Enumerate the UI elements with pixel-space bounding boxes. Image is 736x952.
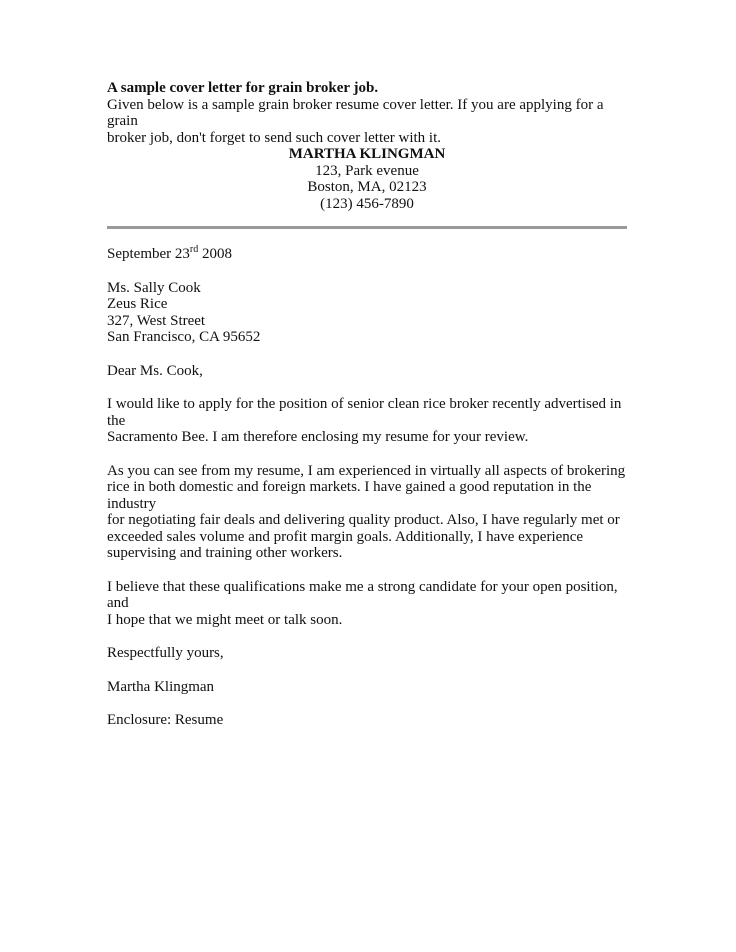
intro-line: broker job, don't forget to send such cover letter with it. <box>107 129 442 146</box>
enclosure-note: Enclosure: Resume <box>107 712 224 728</box>
date-suffix: rd <box>189 244 199 255</box>
body-paragraph-3 <box>107 579 627 629</box>
recipient-street: 327, West Street <box>107 312 206 329</box>
document-page <box>107 80 627 729</box>
sender-name: MARTHA KLINGMAN <box>288 146 446 162</box>
paragraph-line: supervising and training other workers. <box>107 545 343 561</box>
intro-paragraph <box>107 97 627 147</box>
letterhead <box>107 146 627 212</box>
paragraph-line: I would like to apply for the position of senior clean rice broker recently advertised in the <box>107 396 622 429</box>
recipient-company: Zeus Rice <box>107 296 168 312</box>
letter-date <box>107 246 627 263</box>
sender-phone: (123) 456-7890 <box>320 195 414 212</box>
paragraph-line: exceeded sales volume and profit margin goals. Additionally, I have experience <box>107 528 584 545</box>
closing: Respectfully yours, <box>107 645 224 661</box>
paragraph-line: I believe that these qualifications make me a strong candidate for your open position, and <box>107 578 618 611</box>
paragraph-line: Sacramento Bee. I am therefore enclosing my resume for your review. <box>107 429 529 445</box>
date-year: 2008 <box>198 246 232 262</box>
sender-street: 123, Park evenue <box>315 162 419 179</box>
recipient-address <box>107 280 627 346</box>
recipient-name: Ms. Sally Cook <box>107 279 201 296</box>
paragraph-line: for negotiating fair deals and delivering quality product. Also, I have regularly met or <box>107 512 620 528</box>
salutation: Dear Ms. Cook, <box>107 362 203 379</box>
date-month-day: September 23 <box>107 246 190 262</box>
paragraph-line: rice in both domestic and foreign markets. I have gained a good reputation in the industry <box>107 479 592 512</box>
body-paragraph-1 <box>107 396 627 446</box>
letterhead-divider <box>107 226 627 229</box>
signature-name: Martha Klingman <box>107 678 215 695</box>
recipient-city: San Francisco, CA 95652 <box>107 329 261 345</box>
body-paragraph-2 <box>107 463 627 562</box>
sender-city: Boston, MA, 02123 <box>307 179 427 195</box>
paragraph-line: I hope that we might meet or talk soon. <box>107 611 343 628</box>
intro-line: Given below is a sample grain broker resume cover letter. If you are applying for a grain <box>107 96 604 129</box>
document-heading: A sample cover letter for grain broker job. <box>107 80 379 96</box>
paragraph-line: As you can see from my resume, I am experienced in virtually all aspects of brokering <box>107 462 626 479</box>
